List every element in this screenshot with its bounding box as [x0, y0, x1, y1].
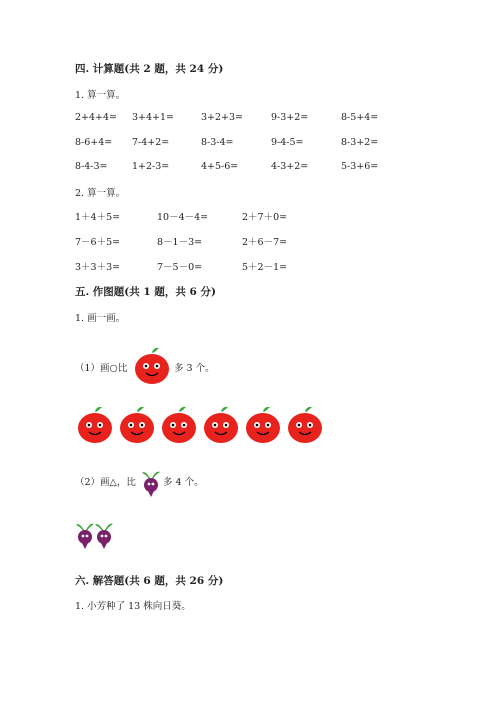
expression: 8-3-4= — [201, 136, 234, 148]
expression: 5＋2－1= — [242, 262, 288, 273]
apple-icon — [132, 346, 172, 390]
q6-1-text: 1. 小芳种了 13 株向日葵。 — [75, 601, 191, 612]
expression: 1＋4＋5= — [75, 212, 121, 223]
apple-icon — [285, 405, 325, 449]
beet-icon — [94, 522, 114, 554]
apple-icon — [117, 405, 157, 449]
part2-suffix: 多 4 个。 — [163, 477, 204, 488]
expression: 8-3+2= — [341, 136, 379, 148]
beet-icon — [141, 470, 161, 502]
part2-text: （2）画△，比 — [75, 477, 136, 488]
expression: 8-4-3= — [75, 161, 108, 172]
expression: 2＋7＋0= — [242, 212, 288, 223]
part1-suffix: 多 3 个。 — [174, 363, 215, 374]
expression: 3+4+1= — [132, 112, 175, 123]
expression: 5-3+6= — [341, 161, 379, 172]
expression: 8-6+4= — [75, 136, 113, 148]
q1-label: 1. 算一算。 — [75, 90, 126, 101]
beet-icon — [75, 522, 95, 554]
section6-heading: 六. 解答题(共 6 题，共 26 分) — [75, 575, 224, 587]
expression: 9-3+2= — [271, 112, 309, 123]
expression: 10－4－4= — [157, 212, 209, 223]
draw-label: 1. 画一画。 — [75, 313, 126, 324]
expression: 1+2-3= — [132, 161, 170, 172]
expression: 7－5－0= — [157, 262, 203, 273]
expression: 9-4-5= — [271, 136, 304, 148]
section4-heading: 四. 计算题(共 2 题，共 24 分) — [75, 63, 224, 75]
section5-heading: 五. 作图题(共 1 题，共 6 分) — [75, 286, 216, 298]
expression: 7-4+2= — [132, 136, 170, 148]
part1-prefix: （1）画○比 — [75, 363, 128, 374]
apple-icon — [201, 405, 241, 449]
expression: 3＋3＋3= — [75, 262, 121, 273]
q2-label: 2. 算一算。 — [75, 188, 126, 199]
expression: 4+5-6= — [201, 161, 239, 172]
expression: 8－1－3= — [157, 237, 203, 248]
apple-icon — [159, 405, 199, 449]
apple-icon — [75, 405, 115, 449]
expression: 3+2+3= — [201, 112, 244, 123]
expression: 8-5+4= — [341, 112, 379, 123]
apple-icon — [243, 405, 283, 449]
expression: 7－6＋5= — [75, 237, 121, 248]
expression: 4-3+2= — [271, 161, 309, 172]
expression: 2＋6－7= — [242, 237, 288, 248]
expression: 2+4+4= — [75, 112, 118, 123]
